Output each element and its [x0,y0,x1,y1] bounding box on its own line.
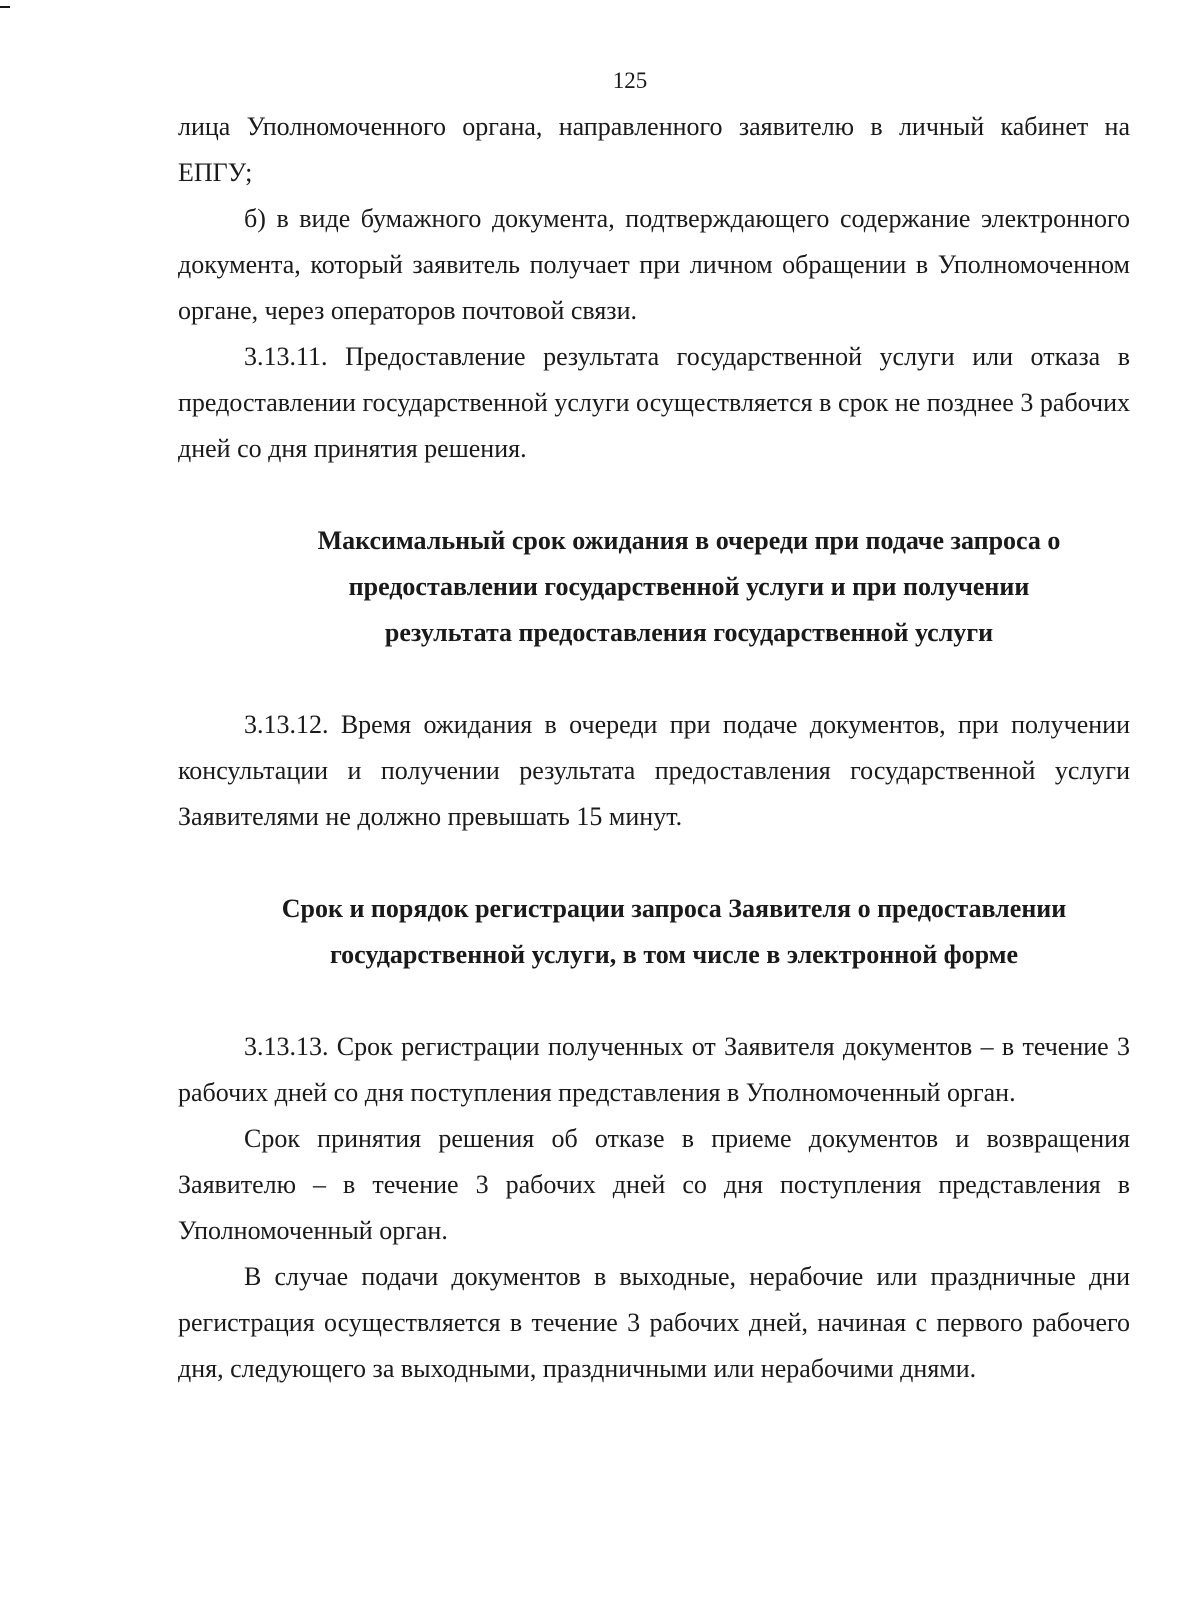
paragraph-3-13-12: 3.13.12. Время ожидания в очереди при подаче документов, при получении консультации и получении результата предоставления государственной услуги Заявителями не должно превышать 15 минут. [178,710,1130,831]
section-heading-registration: Срок и порядок регистрации запроса Заявителя о предоставлении государственной услуги, в том числе в электронной форме [281,894,1067,969]
paragraph-item-b: б) в виде бумажного документа, подтверждающего содержание электронного документа, который заявитель получает при личном обращении в Уполномоченном органе, через операторов почтовой связи. [178,204,1130,325]
paragraph-refusal-term: Срок принятия решения об отказе в приеме документов и возвращения Заявителю – в течение 3 рабочих дней со дня поступления представления в Уполномоченный орган. [178,1124,1130,1245]
page-number: 125 [612,68,648,93]
paragraph-3-13-13: 3.13.13. Срок регистрации полученных от Заявителя документов – в течение 3 рабочих дней со дня поступления представления в Уполномоченный орган. [178,1032,1130,1107]
paragraph-3-13-11: 3.13.11. Предоставление результата государственной услуги или отказа в предоставлении государственной услуги осуществляется в срок не позднее 3 рабочих дней со дня принятия решения. [178,342,1130,463]
document-body [178,104,1130,1392]
scan-corner-mark [0,6,10,8]
section-heading-queue-time: Максимальный срок ожидания в очереди при подаче запроса о предоставлении государственной услуги и при получении результата предоставления государственной услуги [317,526,1061,647]
paragraph-holiday-registration: В случае подачи документов в выходные, нерабочие или праздничные дни регистрация осуществляется в течение 3 рабочих дней, начиная с первого рабочего дня, следующего за выходными, праздничными или нерабочими днями. [178,1262,1130,1383]
paragraph-continuation: лица Уполномоченного органа, направленного заявителю в личный кабинет на ЕПГУ; [178,112,1130,187]
